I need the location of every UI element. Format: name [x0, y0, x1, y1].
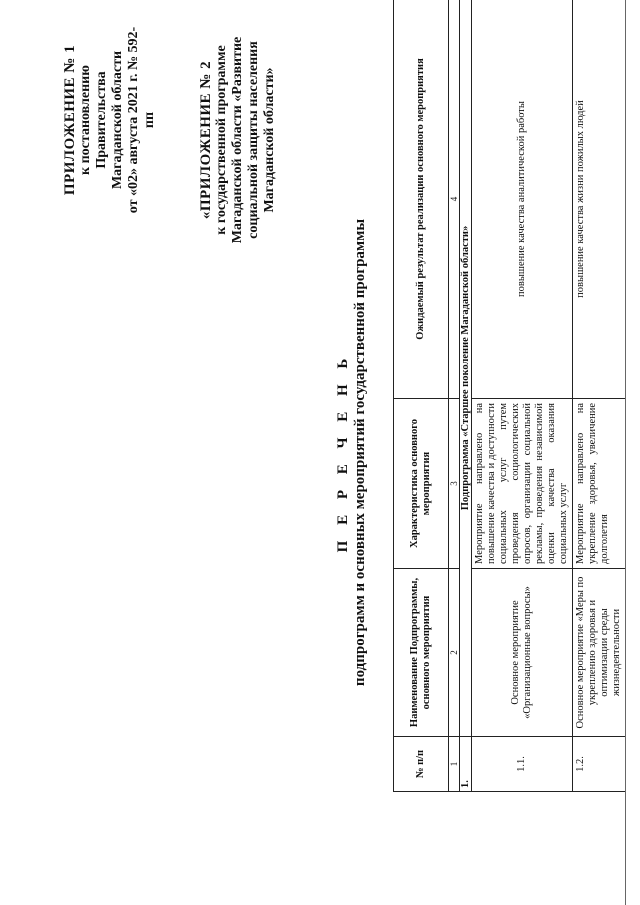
- appendix-1-line: Магаданской области: [110, 50, 125, 190]
- header-description: Характеристика основного мероприятия: [394, 399, 449, 569]
- row-result: повышение качества аналитической работы: [472, 0, 573, 399]
- row-result: повышение качества жизни пожилых людей: [573, 0, 626, 399]
- column-number: 1: [449, 737, 460, 792]
- table-row: [573, 0, 626, 792]
- row-number: 1.1.: [472, 737, 573, 792]
- appendix-1-block: [62, 25, 158, 215]
- subprogram-name: Подпрограмма «Старшее поколение Магаданской области»: [460, 0, 472, 737]
- column-number: 2: [449, 569, 460, 737]
- appendix-2-line: к государственной программе: [214, 45, 229, 235]
- column-number: 4: [449, 0, 460, 399]
- appendix-2-block: [198, 15, 278, 265]
- row-description: Мероприятие направлено на укрепление здоровья, увеличение долголетия: [573, 399, 626, 569]
- header-name: Наименование Подпрограммы, основного мероприятия: [394, 569, 449, 737]
- header-number: № п/п: [394, 737, 449, 792]
- subprogram-number: 1.: [460, 737, 472, 792]
- measures-table: [393, 0, 626, 792]
- header-result: Ожидаемый результат реализации основного мероприятия: [394, 0, 449, 399]
- document-subtitle: подпрограмм и основных мероприятий государственной программы: [352, 218, 368, 687]
- row-name: Основное мероприятие «Организационные вопросы»: [472, 569, 573, 737]
- table-header-row: [394, 0, 449, 792]
- row-description: Мероприятие направлено на повышение качества и доступности социальных услуг путем проведения социологических опросов, организации социальной рекламы, проведения независимой оценки качества оказания социальных услуг: [472, 399, 573, 569]
- appendix-2-title: «ПРИЛОЖЕНИЕ № 2: [198, 60, 214, 220]
- measures-table-wrapper: [393, 0, 622, 792]
- appendix-1-line: к постановлению: [78, 65, 93, 175]
- row-number: 1.2.: [573, 737, 626, 792]
- row-name: Основное мероприятие «Меры по укреплению здоровья и оптимизации среды жизнедеятельности: [573, 569, 626, 737]
- appendix-1-line: Правительства: [94, 71, 109, 169]
- appendix-2-line: Магаданской области»: [262, 67, 277, 213]
- subprogram-row: [460, 0, 472, 792]
- appendix-1-decree: от «02» августа 2021 г. № 592-пп: [126, 26, 157, 214]
- column-number: 3: [449, 399, 460, 569]
- page-edge-rule: [625, 0, 626, 905]
- column-number-row: [449, 0, 460, 792]
- document-title: П Е Р Е Ч Е Н Ь: [335, 352, 351, 553]
- appendix-2-line: социальной защиты населения: [246, 41, 261, 239]
- appendix-1-title: ПРИЛОЖЕНИЕ № 1: [62, 44, 78, 196]
- appendix-2-line: Магаданской области «Развитие: [230, 36, 245, 244]
- table-row: [472, 0, 573, 792]
